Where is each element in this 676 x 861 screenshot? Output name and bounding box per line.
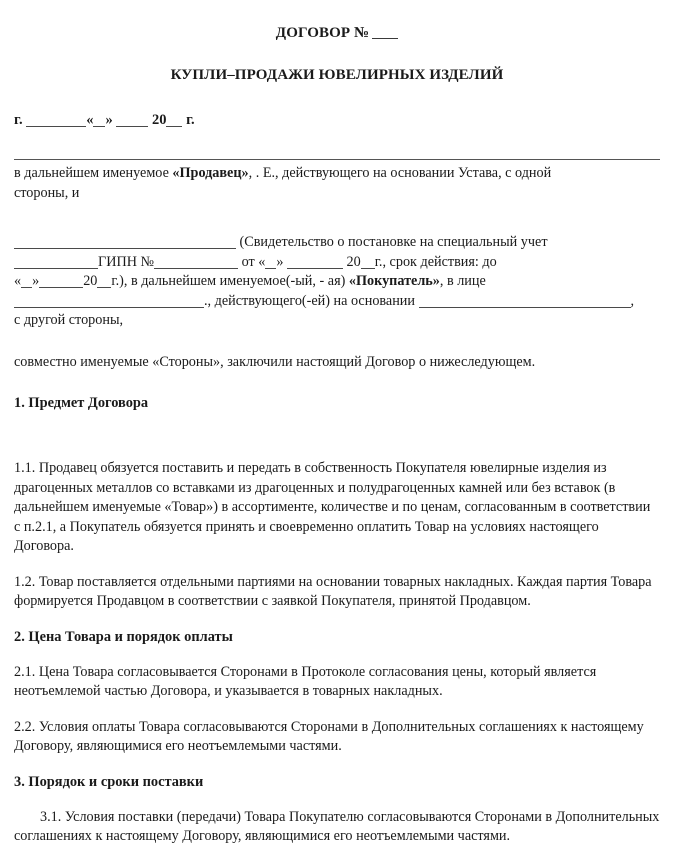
- buyer-name-blank: [14, 235, 236, 249]
- city-prefix-label: г.: [14, 112, 23, 128]
- document-title-text: ДОГОВОР №: [275, 25, 370, 41]
- buyer-term-label: «Покупатель»: [348, 273, 440, 289]
- buyer-line3-suffix: , в лице: [439, 273, 486, 289]
- certificate-text: (Свидетельство о постановке на специальный учет: [239, 234, 548, 250]
- seller-term-label: «Продавец»: [172, 165, 249, 181]
- from-label: от: [241, 253, 255, 270]
- document-subtitle: КУПЛИ–ПРОДАЖИ ЮВЕЛИРНЫХ ИЗДЕЛИЙ: [170, 67, 504, 83]
- city-blank: [26, 113, 86, 127]
- cert-quote-open: «: [258, 253, 266, 270]
- buyer-line3-prefix: г.), в дальнейшем именуемое(-ый, - ая): [111, 273, 349, 289]
- year-blank: [166, 113, 182, 127]
- cert-quote-close: »: [276, 253, 284, 270]
- page-title: [14, 0, 660, 42]
- validity-year-blank: [97, 274, 111, 288]
- gipn-region-blank: [14, 255, 98, 269]
- buyer-basis-blank: [419, 294, 631, 308]
- cert-month-blank: [287, 255, 343, 269]
- gipn-number-blank: [154, 255, 238, 269]
- day-blank: [93, 113, 105, 127]
- clause-1-2: 1.2. Товар поставляется отдельными партиями на основании товарных накладных. Каждая партия Товара формируется Продавцом в соответствии с заявкой Покупателя, принятой Продавцом.: [14, 573, 652, 609]
- year-suffix-label: г.: [186, 112, 195, 128]
- validity-quote-open: «: [14, 273, 22, 289]
- clause-1-1: 1.1. Продавец обязуется поставить и передать в собственность Покупателя ювелирные изделия из драгоценных металлов со вставками из драгоценных и полудрагоценных камней или без вставок (в дальнейшем именуемые «Товар») в ассортименте, количестве и по ценам, согласованным в соответствии с п.2.1, а Покупатель обязуется принять и своевременно оплатить Товар на условиях настоящего Договора.: [14, 460, 651, 554]
- joint-parties-paragraph: совместно именуемые «Стороны», заключили настоящий Договор о нижеследующем.: [14, 353, 536, 370]
- validity-year20: 20: [83, 273, 98, 289]
- clause-2-2: 2.2. Условия оплаты Товара согласовываются Сторонами в Дополнительных соглашениях к настоящему Договору, являющимися его неотъемлемыми частями.: [14, 718, 644, 754]
- quote-open-day: «: [86, 112, 94, 128]
- cert-year-blank: [361, 255, 375, 269]
- validity-quote-close: »: [32, 273, 40, 289]
- year-prefix-label: 20: [151, 112, 167, 128]
- seller-line-suffix: , . Е., действующего на основании Устава, с одной: [248, 165, 552, 181]
- clause-2-1: 2.1. Цена Товара согласовывается Сторонами в Протоколе согласования цены, который является неотъемлемой частью Договора, и указывается в товарных накладных.: [14, 663, 597, 699]
- buyer-certificate-paragraph: [14, 203, 660, 331]
- buyer-representative-blank: [14, 294, 204, 308]
- month-blank: [116, 113, 148, 127]
- clause-3-1: 3.1. Условия поставки (передачи) Товара Покупателю согласовываются Сторонами в Дополнительных соглашениях к настоящему Договору, являющимися его неотъемлемыми частями.: [14, 808, 660, 844]
- date-place-line: [14, 84, 660, 129]
- cert-validity-label: г., срок действия: до: [374, 253, 497, 270]
- validity-day-blank: [21, 274, 32, 288]
- validity-month-blank: [39, 274, 83, 288]
- seller-line-prefix: в дальнейшем именуемое: [14, 165, 173, 181]
- contract-number-blank: [372, 38, 398, 39]
- buyer-line4-comma: ,: [630, 292, 635, 309]
- seller-line-2: стороны, и: [14, 184, 80, 201]
- section-heading-3: 3. Порядок и сроки поставки: [14, 773, 204, 790]
- section-heading-2: 2. Цена Товара и порядок оплаты: [14, 628, 233, 645]
- buyer-other-side-label: с другой стороны,: [14, 312, 124, 328]
- cert-day-blank: [265, 255, 276, 269]
- seller-description-paragraph: [14, 160, 660, 203]
- cert-year20: 20: [346, 253, 361, 270]
- quote-close-day: »: [105, 112, 113, 128]
- section-heading-1: 1. Предмет Договора: [14, 395, 149, 411]
- gipn-label: ГИПН №: [98, 253, 155, 270]
- buyer-acting-label: ., действующего(-ей) на основании: [204, 292, 415, 309]
